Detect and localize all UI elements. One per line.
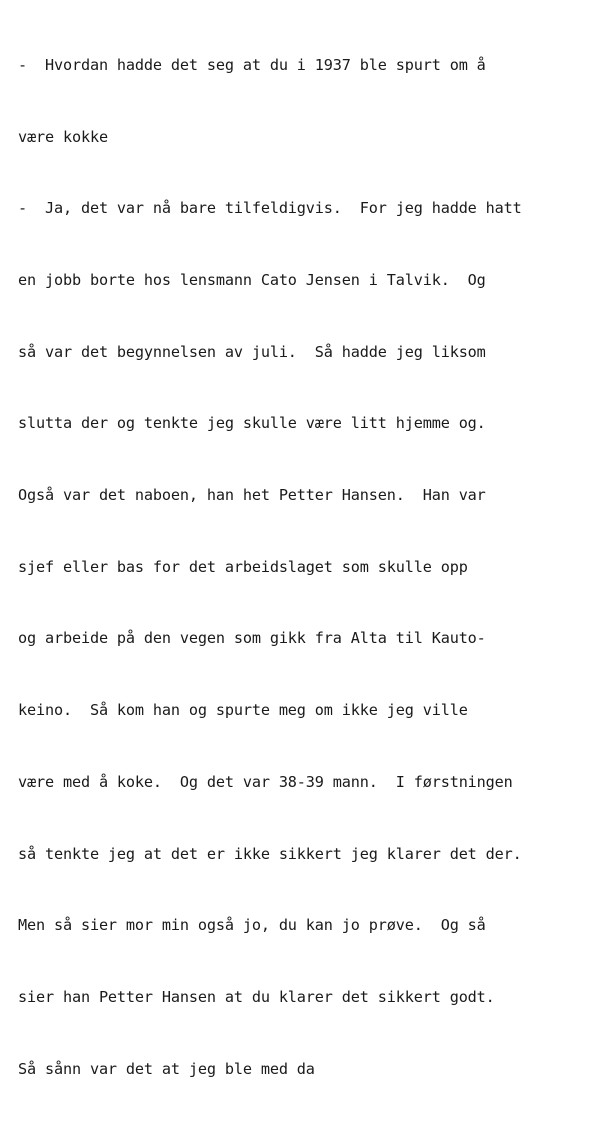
text-line: så var det begynnelsen av juli. Så hadde jeg liksom (18, 342, 486, 361)
text-line: Også var det naboen, han het Petter Hansen. Han var (18, 486, 486, 505)
text-line: og arbeide på den vegen som gikk fra Alta til Kauto- (18, 629, 486, 648)
text-line: så tenkte jeg at det er ikke sikkert jeg klarer det der. (18, 844, 522, 863)
text-line: sier han Petter Hansen at du klarer det sikkert godt. (18, 987, 495, 1006)
text-line: være kokke (18, 127, 108, 146)
interview-transcript (18, 6, 608, 1129)
text-line: sjef eller bas for det arbeidslaget som skulle opp (18, 557, 468, 576)
text-line: keino. Så kom han og spurte meg om ikke jeg ville (18, 701, 468, 720)
text-line: en jobb borte hos lensmann Cato Jensen i Talvik. Og (18, 270, 486, 289)
text-line: Men så sier mor min også jo, du kan jo prøve. Og så (18, 916, 486, 935)
text-line: være med å koke. Og det var 38-39 mann. I førstningen (18, 772, 513, 791)
text-line: Så sånn var det at jeg ble med da (18, 1059, 315, 1078)
text-line: - Hvordan hadde det seg at du i 1937 ble spurt om å (18, 55, 486, 74)
text-line: slutta der og tenkte jeg skulle være litt hjemme og. (18, 414, 486, 433)
text-line: - Ja, det var nå bare tilfeldigvis. For jeg hadde hatt (18, 199, 522, 218)
